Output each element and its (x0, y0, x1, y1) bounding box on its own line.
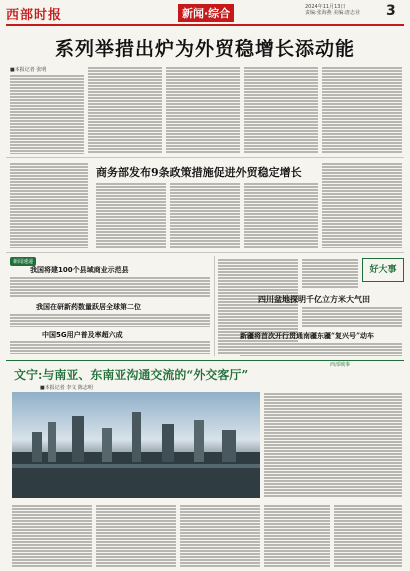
city-skyline-photo (12, 392, 260, 498)
brief-title-3: 中国5G用户普及率超六成 (42, 331, 123, 339)
briefs-badge: 新闻速递 (10, 257, 36, 266)
brief-title-1: 我国将建100个县域商业示范县 (30, 266, 129, 274)
council-right-col (322, 162, 402, 248)
lead-byline: ■本报记者 张明 (10, 67, 47, 73)
section-tag: 新闻·综合 (178, 4, 234, 22)
council-body-col-3 (244, 182, 318, 248)
lead-body-col-5 (322, 66, 402, 154)
sichuan-headline: 四川盆地探明千亿立方米大气田 (258, 294, 370, 304)
feature-body-col-2 (96, 504, 176, 568)
brief-title-2: 我国在研新药数量跃居全球第二位 (36, 303, 141, 311)
sichuan-body (302, 306, 402, 328)
brief-body-1 (10, 276, 210, 298)
lead-body-col-4 (244, 66, 318, 154)
council-body-col-1 (96, 182, 166, 248)
council-left-col (10, 162, 88, 248)
feature-headline: 文宁:与南亚、东南亚沟通交流的“外交客厅” (14, 368, 249, 382)
feature-body-col-5 (334, 504, 402, 568)
lead-divider (6, 157, 404, 158)
feature-body-col-3 (180, 504, 260, 568)
lead-body-col-3 (166, 66, 240, 154)
feature-byline: ■本报记者 李文 陈志明 (40, 385, 93, 391)
xinjiang-body (240, 342, 402, 356)
columnist-tag: 好大事 (362, 258, 404, 282)
xinjiang-headline: 新疆将首次开行贯通南疆东疆“复兴号”动车 (240, 331, 375, 340)
brief-body-2 (10, 313, 210, 327)
lead-body-col-1 (10, 74, 84, 154)
page-meta (305, 4, 360, 16)
brief-body-3 (10, 340, 210, 354)
editor-line: 责编:张海燕 美编:唐志业 (305, 10, 360, 16)
date-line: 2024年11月13日 (305, 4, 346, 10)
feature-tag: 西部城事 (330, 362, 351, 368)
lead-body-col-2 (88, 66, 162, 154)
council-headline: 商务部发布9条政策措施促进外贸稳定增长 (96, 166, 302, 179)
page-number: 3 (386, 3, 396, 19)
lead-headline: 系列举措出炉为外贸稳增长添动能 (54, 38, 355, 60)
feature-body-col-4 (264, 504, 330, 568)
briefs-divider (214, 256, 215, 356)
columnist-body (302, 258, 358, 288)
masthead-rule (6, 24, 404, 26)
masthead-logo: 西部时报 (6, 8, 63, 23)
council-body-col-2 (170, 182, 240, 248)
skyline-illustration (12, 392, 260, 498)
feature-body-col-1 (12, 504, 92, 568)
feature-side-text (264, 392, 402, 498)
council-divider (6, 252, 404, 253)
